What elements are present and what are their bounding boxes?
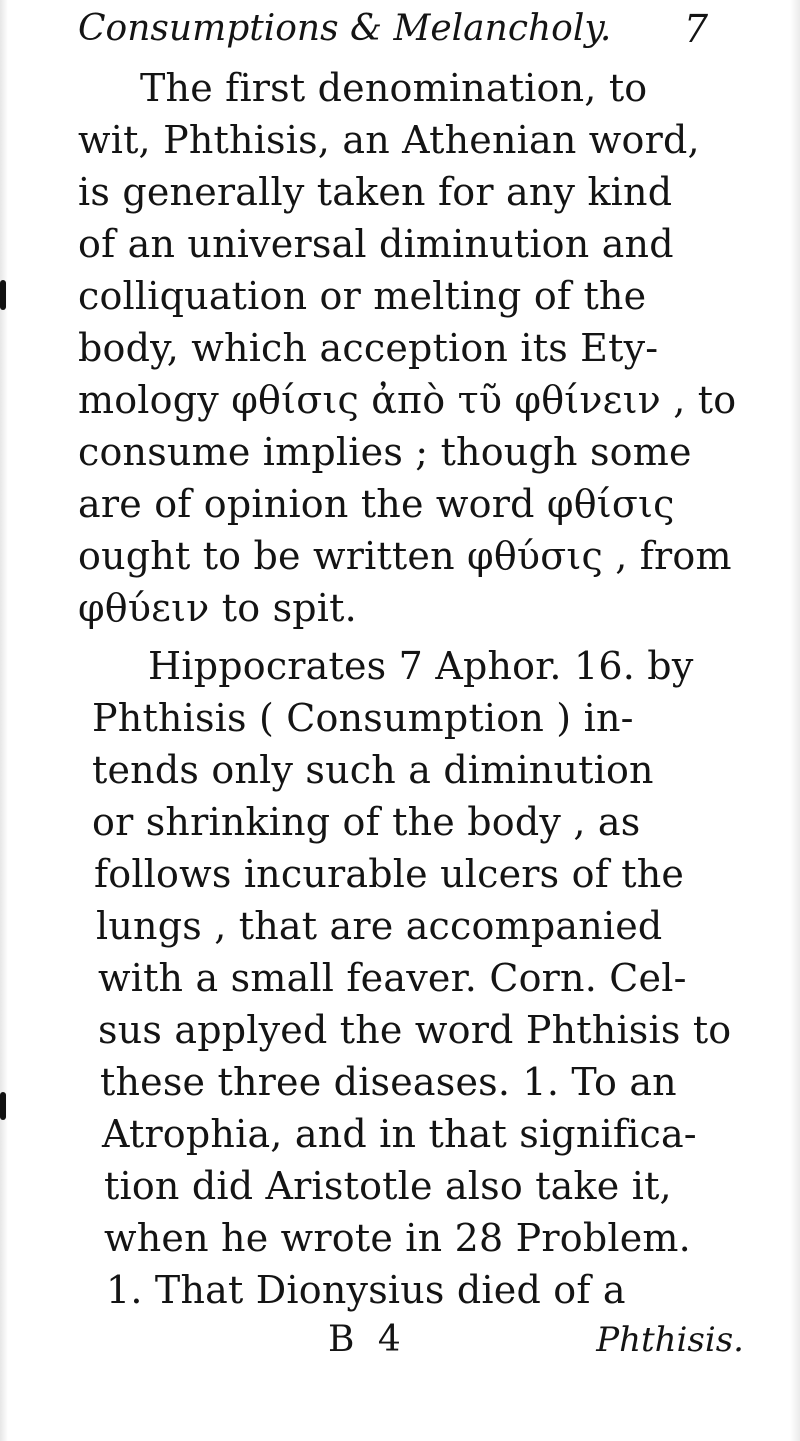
text-line: lungs , that are accompanied bbox=[96, 904, 663, 948]
text-line: of an universal diminution and bbox=[78, 222, 674, 266]
text-line: are of opinion the word φθίσις bbox=[78, 482, 675, 526]
text-line: consume implies ; though some bbox=[78, 430, 692, 474]
text-line: tends only such a diminution bbox=[92, 748, 654, 792]
text-line: Atrophia, and in that significa- bbox=[102, 1112, 697, 1156]
scan-bleed-mark bbox=[0, 1092, 6, 1120]
text-line: Hippocrates 7 Aphor. 16. by bbox=[148, 644, 694, 688]
text-line: wit, Phthisis, an Athenian word, bbox=[78, 118, 700, 162]
text-line: with a small feaver. Corn. Cel- bbox=[98, 956, 687, 1000]
text-line: ought to be written φθύσις , from bbox=[78, 534, 732, 578]
running-head bbox=[78, 6, 718, 52]
text-line: is generally taken for any kind bbox=[78, 170, 673, 214]
text-line: follows incurable ulcers of the bbox=[94, 852, 685, 896]
text-line: when he wrote in 28 Problem. bbox=[104, 1216, 691, 1260]
text-line: The first denomination, to bbox=[140, 66, 648, 110]
signature-mark: B 4 bbox=[328, 1319, 407, 1360]
catchword: Phthisis. bbox=[596, 1320, 744, 1360]
scan-bleed-mark bbox=[0, 280, 6, 310]
page-footer bbox=[78, 1312, 758, 1372]
text-line: tion did Aristotle also take it, bbox=[104, 1164, 672, 1208]
text-line: or shrinking of the body , as bbox=[92, 800, 641, 844]
text-line: 1. That Dionysius died of a bbox=[106, 1268, 626, 1312]
text-line: φθύειν to spit. bbox=[78, 586, 357, 630]
text-line: colliquation or melting of the bbox=[78, 274, 647, 318]
page-number: 7 bbox=[683, 7, 708, 51]
text-line: body, which acception its Ety- bbox=[78, 326, 659, 370]
text-line: mology φθίσις ἀπὸ τῦ φθίνειν , to bbox=[78, 378, 737, 422]
text-line: Phthisis ( Consumption ) in- bbox=[92, 696, 634, 740]
scan-right-edge bbox=[790, 0, 800, 1441]
text-line: sus applyed the word Phthisis to bbox=[98, 1008, 732, 1052]
running-title: Consumptions & Melancholy. bbox=[78, 8, 612, 49]
scan-left-edge bbox=[0, 0, 8, 1441]
text-line: these three diseases. 1. To an bbox=[100, 1060, 677, 1104]
